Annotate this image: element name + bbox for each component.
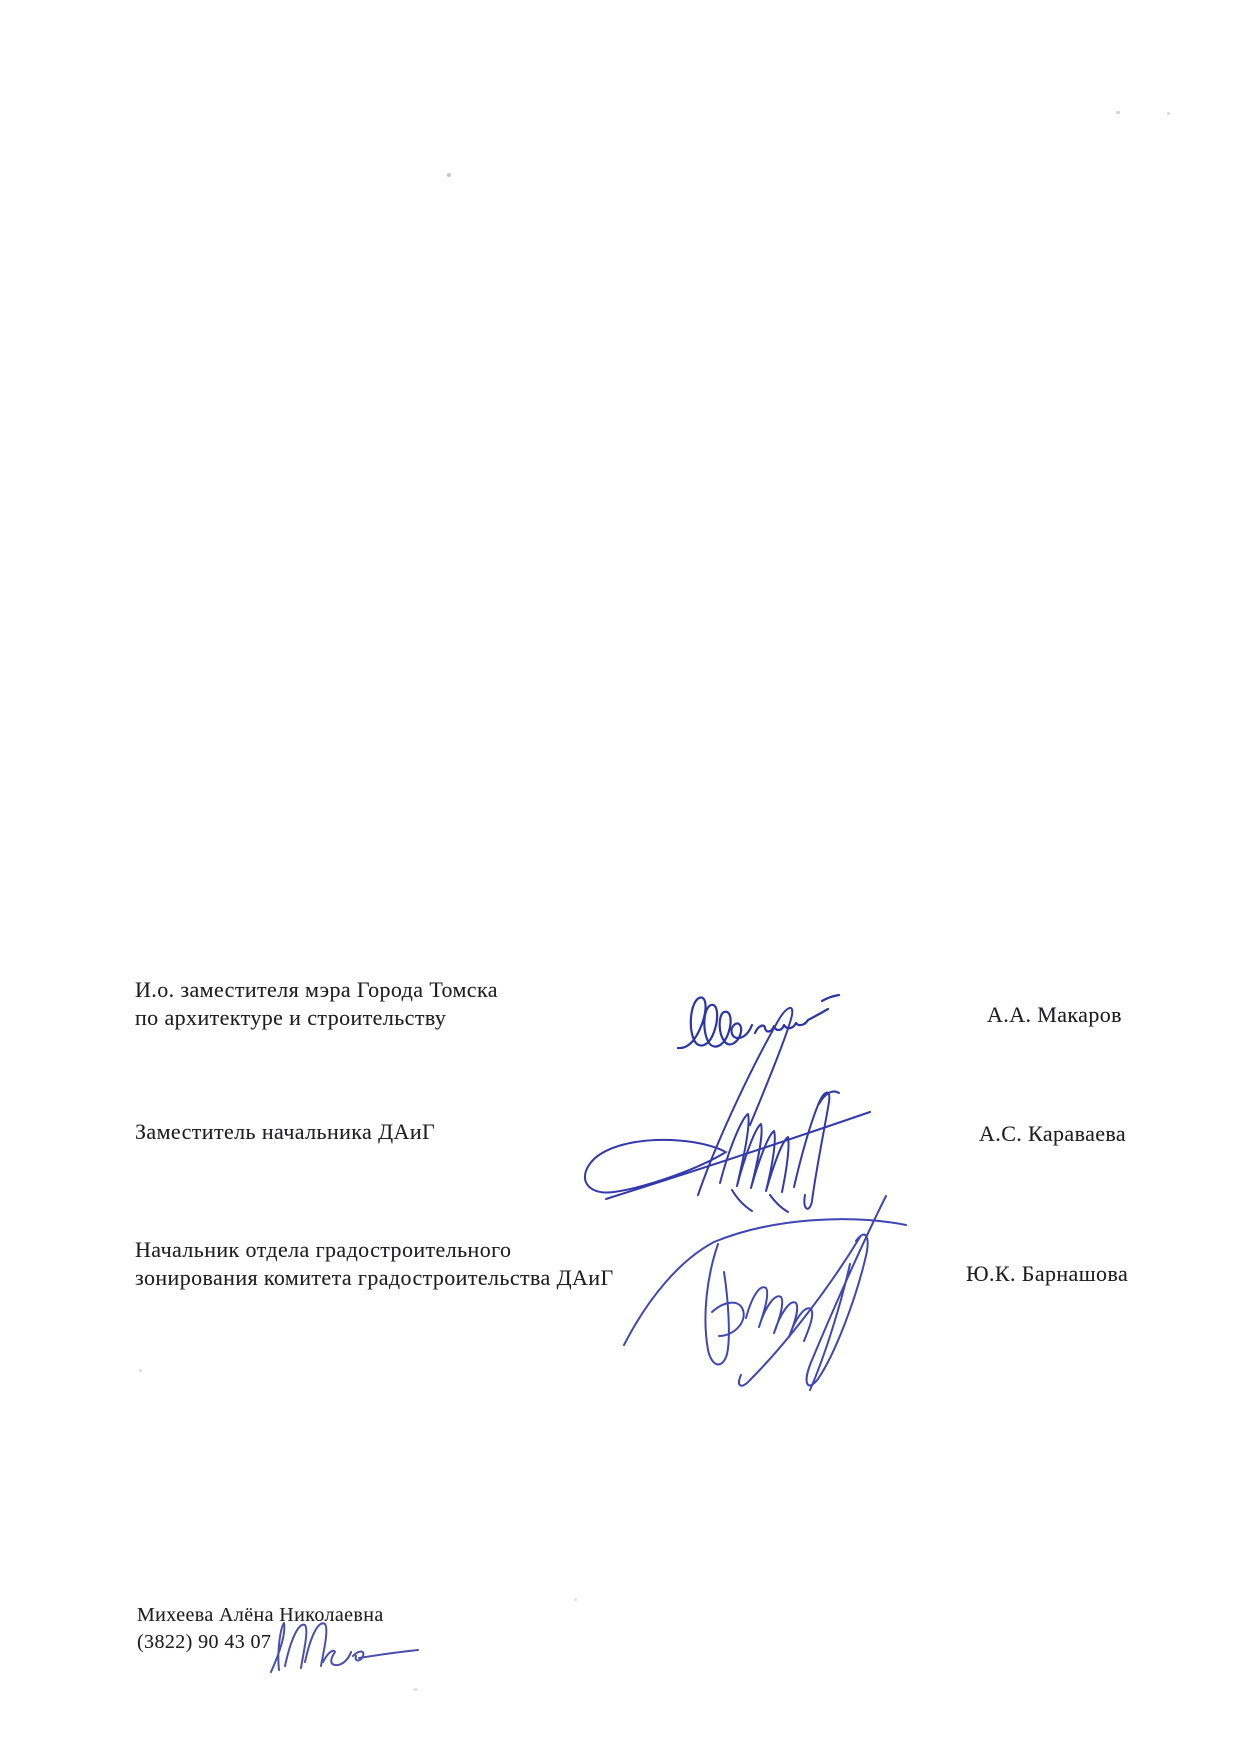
- scan-artifact-speck: [1167, 112, 1170, 115]
- contact-phone: (3822) 90 43 07: [137, 1631, 272, 1653]
- scan-artifact-speck: [447, 173, 451, 177]
- signatory-title-block-2: [135, 1118, 435, 1146]
- signatory-title-block-3: [135, 1236, 614, 1292]
- scan-artifact-speck: [139, 1369, 142, 1372]
- signatory-title-block-1: [135, 976, 498, 1032]
- scan-artifact-speck: [1116, 111, 1120, 114]
- barnashova-signature-image: [600, 1180, 916, 1398]
- contact-person-name: Михеева Алёна Николаевна: [137, 1604, 384, 1626]
- title-line: зонирования комитета градостроительства ДАиГ: [135, 1265, 614, 1290]
- scan-artifact-speck: [413, 1688, 418, 1691]
- title-line: по архитектуре и строительству: [135, 1005, 447, 1030]
- mikheeva-signature-image: [255, 1610, 427, 1680]
- scan-artifact-speck: [574, 1598, 577, 1601]
- signatory-name-1: А.А. Макаров: [987, 1002, 1122, 1027]
- signatory-name-2: А.С. Караваева: [979, 1121, 1127, 1146]
- title-line: Начальник отдела градостроительного: [135, 1237, 512, 1262]
- title-line: Заместитель начальника ДАиГ: [135, 1119, 436, 1144]
- title-line: И.о. заместителя мэра Города Томска: [135, 977, 498, 1002]
- signatory-name-3: Ю.К. Барнашова: [966, 1261, 1129, 1286]
